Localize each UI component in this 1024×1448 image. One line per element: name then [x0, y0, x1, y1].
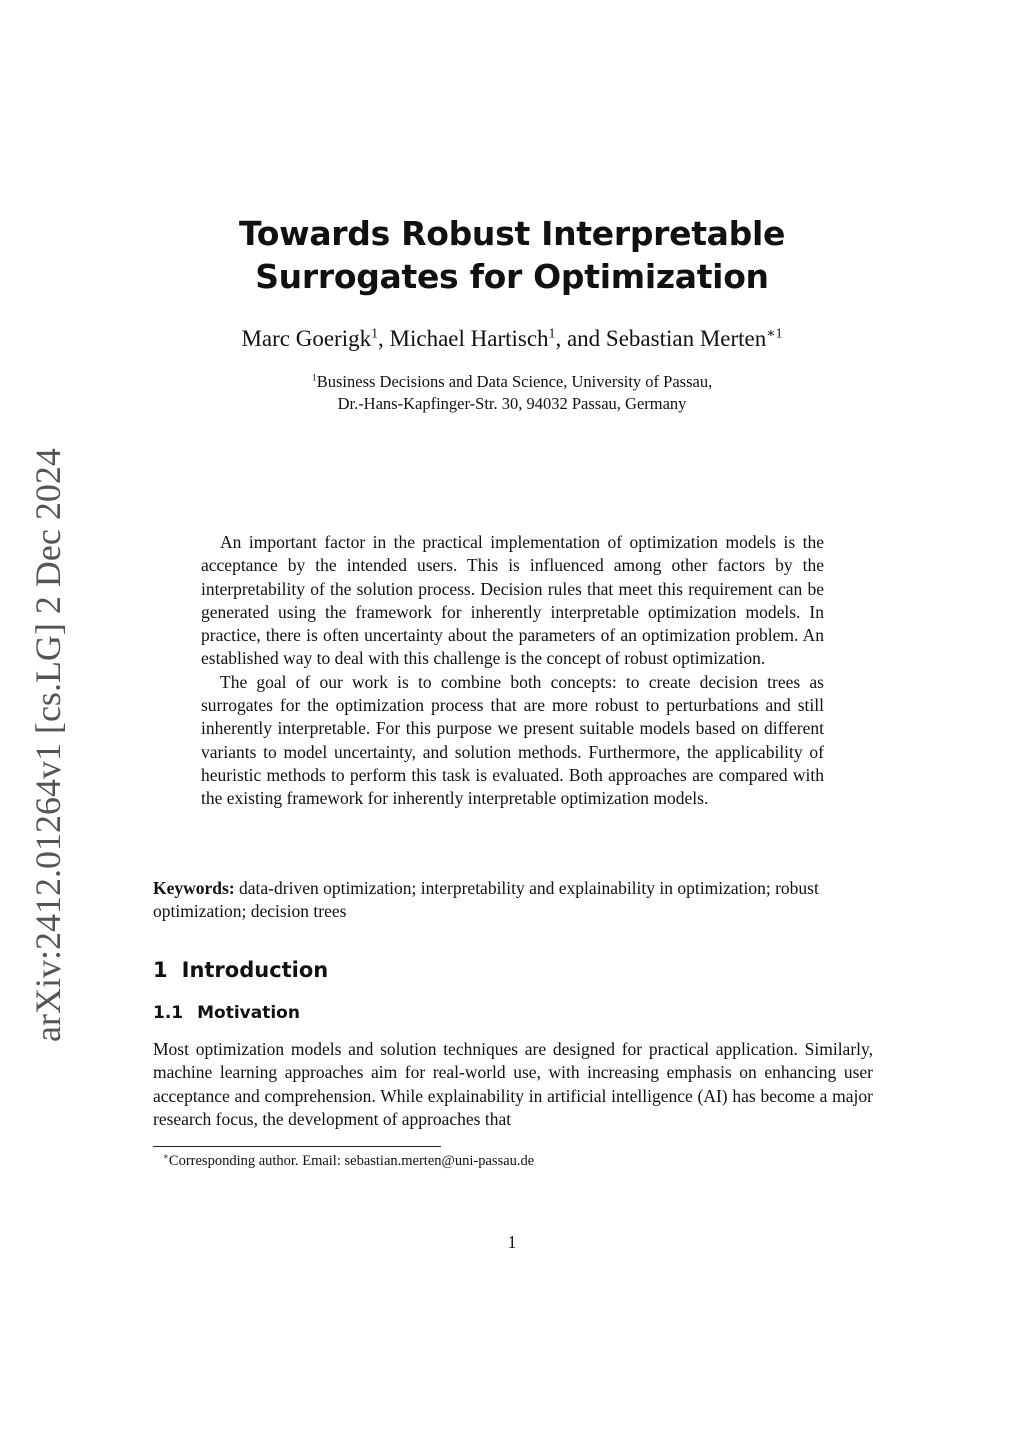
keywords-label: Keywords:: [153, 878, 235, 898]
footnote-text: Corresponding author. Email: sebastian.merten@uni-passau.de: [168, 1153, 535, 1169]
footnote-mark: ∗: [163, 1151, 169, 1162]
author-affiliation-mark: 1: [371, 325, 379, 341]
footnote: [163, 1151, 863, 1171]
subsection-title: Motivation: [197, 1003, 300, 1023]
author-name: Marc Goerigk: [241, 326, 372, 351]
body-paragraph: Most optimization models and solution techniques are designed for practical application. Similarly, machine learning approaches aim for real-world use, with increasing emphasis on enhancing user acceptance and comprehension. While explainability in artificial intelligence (AI) has become a major research focus, the development of approaches that: [153, 1039, 873, 1129]
author-name: Sebastian Merten: [605, 326, 767, 351]
section-title: Introduction: [181, 958, 329, 982]
subsection-heading: [153, 1001, 300, 1025]
author-list: [140, 325, 884, 353]
keywords: [153, 877, 873, 924]
author-affiliation-mark: ∗1: [766, 325, 783, 341]
author-separator: ,: [378, 326, 390, 351]
body-text: [153, 1038, 873, 1131]
author-affiliation-mark: 1: [548, 325, 556, 341]
affiliation-line: [140, 371, 884, 393]
arxiv-identifier: arXiv:2412.01264v1 [cs.LG] 2 Dec 2024: [28, 448, 68, 1042]
footnote-rule: [153, 1146, 441, 1147]
affiliation-mark: 1: [311, 372, 317, 384]
keywords-text: data-driven optimization; interpretability and explainability in optimization; robust optimization; decision trees: [153, 878, 819, 922]
affiliation-line: Dr.-Hans-Kapfinger-Str. 30, 94032 Passau, Germany: [337, 394, 687, 413]
abstract: [201, 531, 824, 811]
page-number: 1: [507, 1232, 517, 1252]
paper-title: Towards Robust Interpretable Surrogates for Optimization: [238, 214, 786, 296]
section-heading: [153, 955, 328, 985]
author-name: Michael Hartisch: [389, 326, 549, 351]
abstract-paragraph: The goal of our work is to combine both concepts: to create decision trees as surrogates for the optimization process that are more robust to perturbations and still inherently interpretable. For this purpose we present suitable models based on different variants to model uncertainty, and solution methods. Furthermore, the applicability of heuristic methods to perform this task is evaluated. Both approaches are compared with the existing framework for inherently interpretable optimization models.: [201, 671, 824, 809]
author-separator: , and: [555, 326, 606, 351]
section-number: 1: [153, 958, 168, 982]
abstract-paragraph: An important factor in the practical implementation of optimization models is the acceptance by the intended users. This is influenced among other factors by the interpretability of the solution process. Decision rules that meet this requirement can be generated using the framework for inherently interpretable optimization models. In practice, there is often uncertainty about the parameters of an optimization problem. An established way to deal with this challenge is the concept of robust optimization.: [201, 532, 824, 669]
affiliation: [140, 371, 884, 415]
subsection-number: 1.1: [153, 1003, 184, 1023]
affiliation-text: Business Decisions and Data Science, University of Passau,: [316, 372, 713, 391]
